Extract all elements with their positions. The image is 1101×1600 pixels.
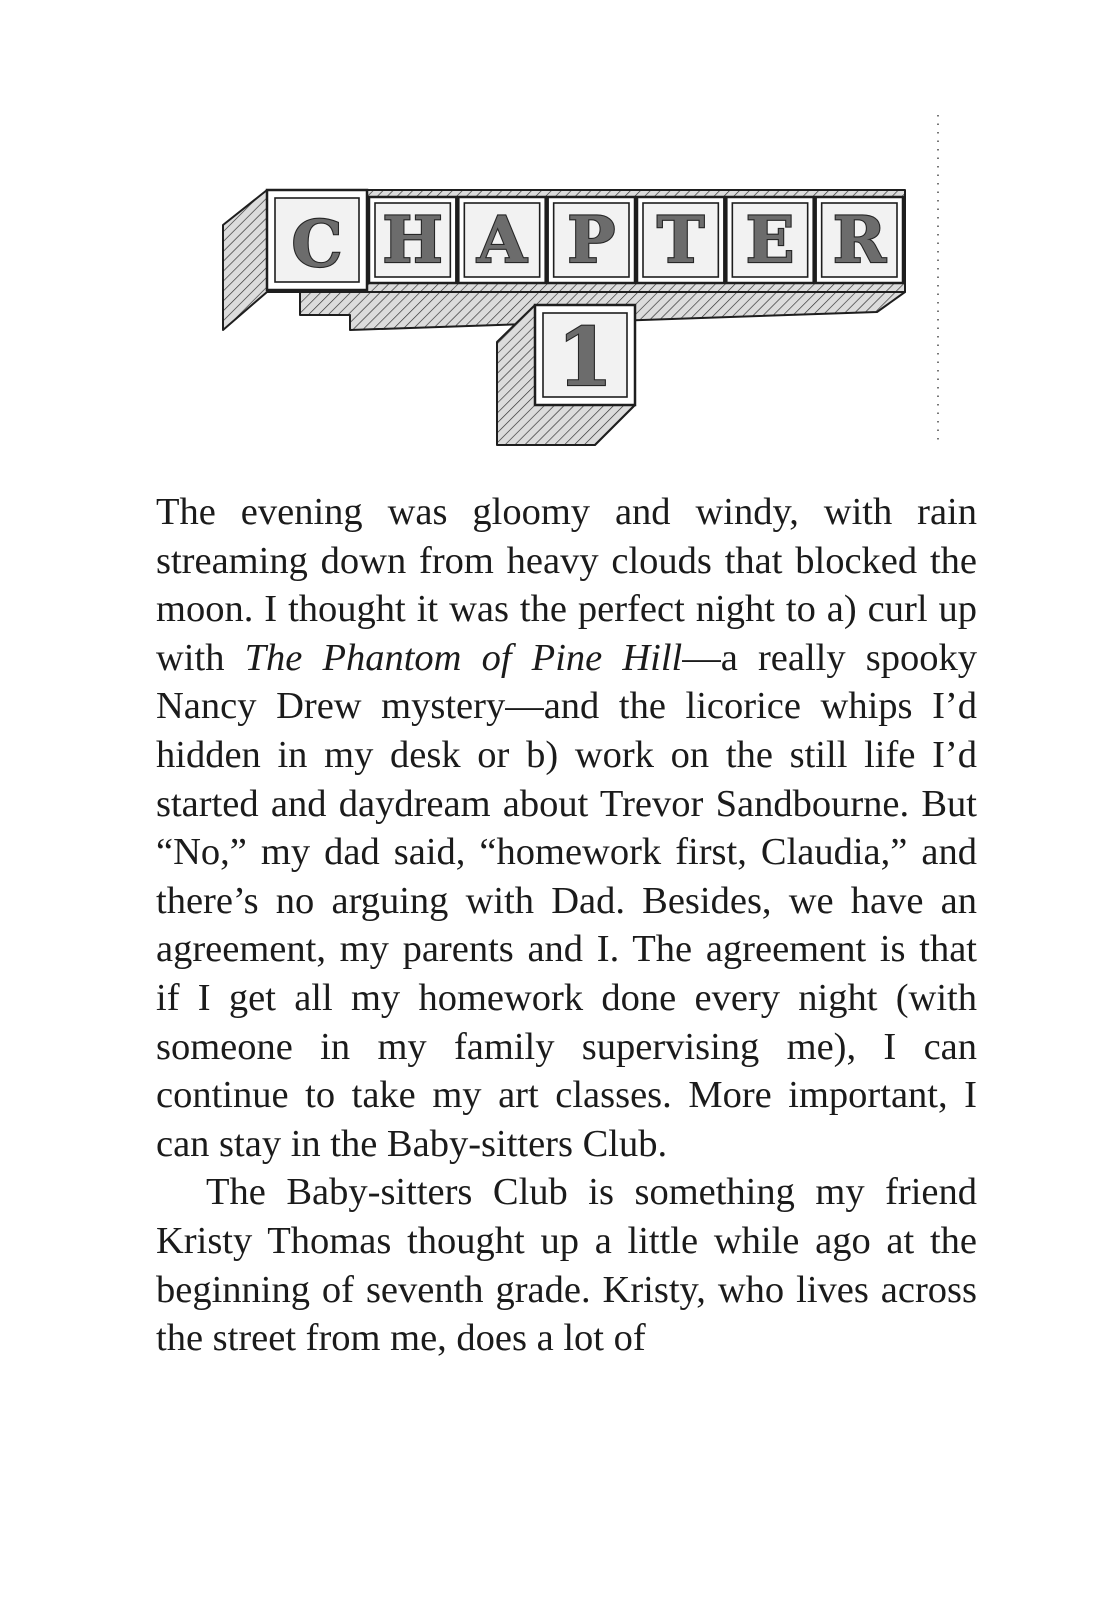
chapter-letter: C: [291, 207, 343, 282]
chapter-number-block: [535, 305, 635, 405]
chapter-letter: H: [382, 203, 443, 278]
chapter-letter-block-r: [816, 197, 903, 283]
chapter-letter: P: [567, 203, 616, 278]
chapter-letter-block-h: [369, 197, 456, 283]
chapter-number: 1: [557, 310, 613, 404]
chapter-letter-block-t: [637, 197, 724, 283]
paragraph-1-text-b: —a really spooky Nancy Drew mystery—and the licorice whips I’d hidden in my desk or b) work on the still life I’d started and daydream about Trevor Sandbourne. But “No,” my dad said, “homework first, Claudia,” and there’s no arguing with Dad. Besides, we have an agreement, my parents and I. The agreement is that if I get all my homework done every night (with someone in my family supervising me), I can continue to take my art classes. More important, I can stay in the Baby-sitters Club.: [156, 636, 977, 1165]
chapter-letter: A: [477, 203, 527, 278]
chapter-letter-block-p: [548, 197, 635, 283]
chapter-letter: E: [745, 203, 795, 278]
chapter-letter-block-e: [726, 197, 813, 283]
paragraph-2: The Baby-sitters Club is something my friend Kristy Thomas thought up a little while ago at the beginning of seventh grade. Kristy, who lives across the street from me, does a lot of: [156, 1171, 977, 1360]
chapter-letter-block-a: [458, 197, 545, 283]
chapter-letter: T: [656, 203, 705, 278]
chapter-letter-block-c: [267, 190, 367, 290]
chapter-body: [156, 488, 977, 1363]
paragraph-1: [156, 488, 977, 1168]
margin-dotted-line: [933, 115, 943, 445]
chapter-letter: R: [832, 203, 886, 278]
paragraph-1-text-a: The evening was gloomy and windy, with rain streaming down from heavy clouds that blocked the moon. I thought it was the perfect night to a) curl up with: [156, 491, 977, 679]
chapter-heading-blocks: [215, 180, 915, 455]
book-title: The Phantom of Pine Hill: [244, 636, 683, 679]
